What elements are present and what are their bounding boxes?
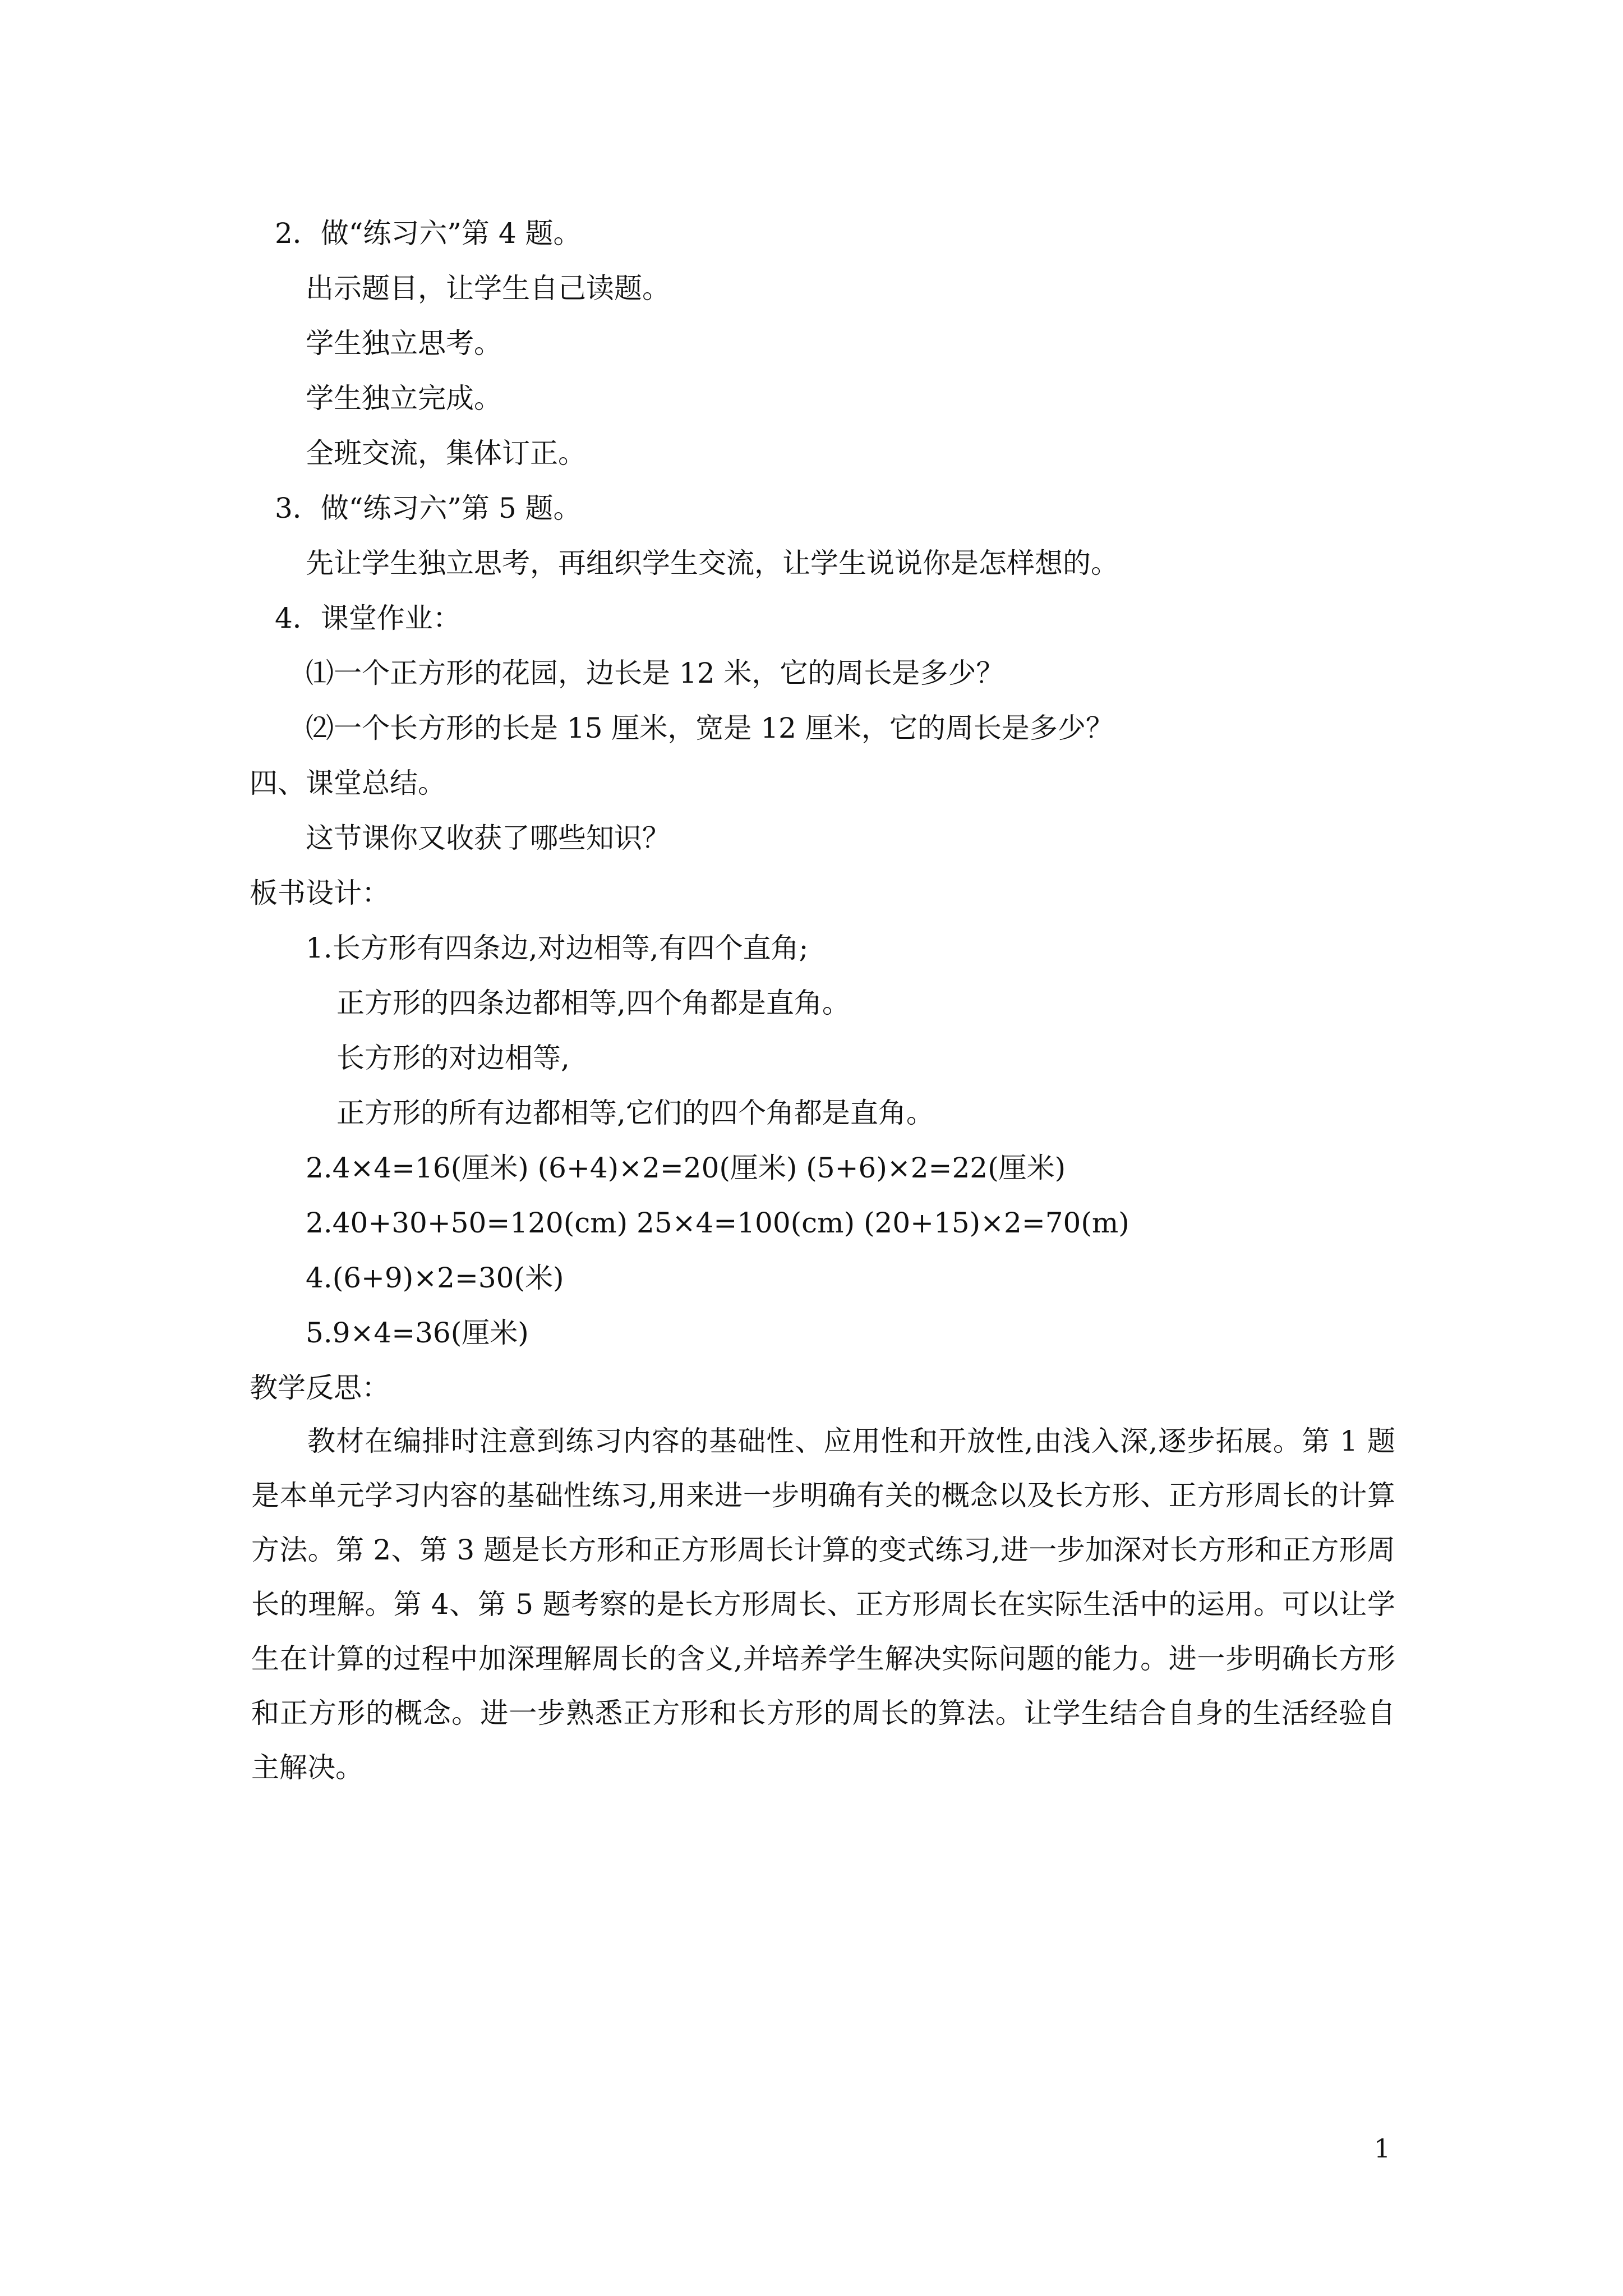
step-2-think: 学生独立思考。 [306, 327, 502, 360]
reflection-heading: 教学反思： [250, 1372, 390, 1404]
step-3-instruction: 先让学生独立思考，再组织学生交流，让学生说说你是怎样想的。 [306, 547, 1119, 579]
step-2-complete: 学生独立完成。 [306, 382, 502, 415]
step-2-review: 全班交流，集体订正。 [306, 437, 586, 470]
board-item-1: 1.长方形有四条边,对边相等,有四个直角; [306, 932, 809, 964]
board-item-1-rect: 长方形的对边相等, [336, 1042, 570, 1074]
board-item-2a: 2.4×4=16(厘米) (6+4)×2=20(厘米) (5+6)×2=22(厘米) [306, 1152, 1066, 1184]
step-2-show-question: 出示题目，让学生自己读题。 [306, 272, 670, 305]
page-number: 1 [1374, 2133, 1391, 2164]
board-item-1-square: 正方形的四条边都相等,四个角都是直角。 [336, 987, 850, 1019]
board-item-4: 4.(6+9)×2=30(米) [306, 1262, 564, 1294]
step-4-heading: 4．课堂作业： [275, 602, 461, 634]
reflection-paragraph: 教材在编排时注意到练习内容的基础性、应用性和开放性,由浅入深,逐步拓展。第 1 题是本单元学习内容的基础性练习,用来进一步明确有关的概念以及长方形、正方形周长的计算方法。第 2、第 3 题是长方形和正方形周长计算的变式练习,进一步加深对长方形和正方形周长的理解。第 4、第 5 题考察的是长方形周长、正方形周长在实际生活中的运用。可以让学生在计算的过程中加深理解周长的含义,并培养学生解决实际问题的能力。进一步明确长方形和正方形的概念。进一步熟悉正方形和长方形的周长的算法。让学生结合自身的生活经验自主解决。 [251, 1425, 1395, 1784]
section-summary-heading: 四、课堂总结。 [250, 767, 446, 799]
summary-question: 这节课你又收获了哪些知识？ [306, 822, 670, 854]
step-2-heading: 2．做“练习六”第 4 题。 [275, 217, 582, 250]
board-item-1-all: 正方形的所有边都相等,它们的四个角都是直角。 [336, 1097, 934, 1129]
board-design-heading: 板书设计： [250, 877, 390, 909]
homework-item-1: ⑴一个正方形的花园，边长是 12 米，它的周长是多少？ [306, 657, 1004, 689]
board-item-2b: 2.40+30+50=120(cm) 25×4=100(cm) (20+15)×2=70(m) [306, 1207, 1129, 1239]
homework-item-2: ⑵一个长方形的长是 15 厘米，宽是 12 厘米，它的周长是多少？ [306, 712, 1114, 744]
board-item-5: 5.9×4=36(厘米) [306, 1317, 529, 1349]
step-3-heading: 3．做“练习六”第 5 题。 [275, 492, 582, 524]
